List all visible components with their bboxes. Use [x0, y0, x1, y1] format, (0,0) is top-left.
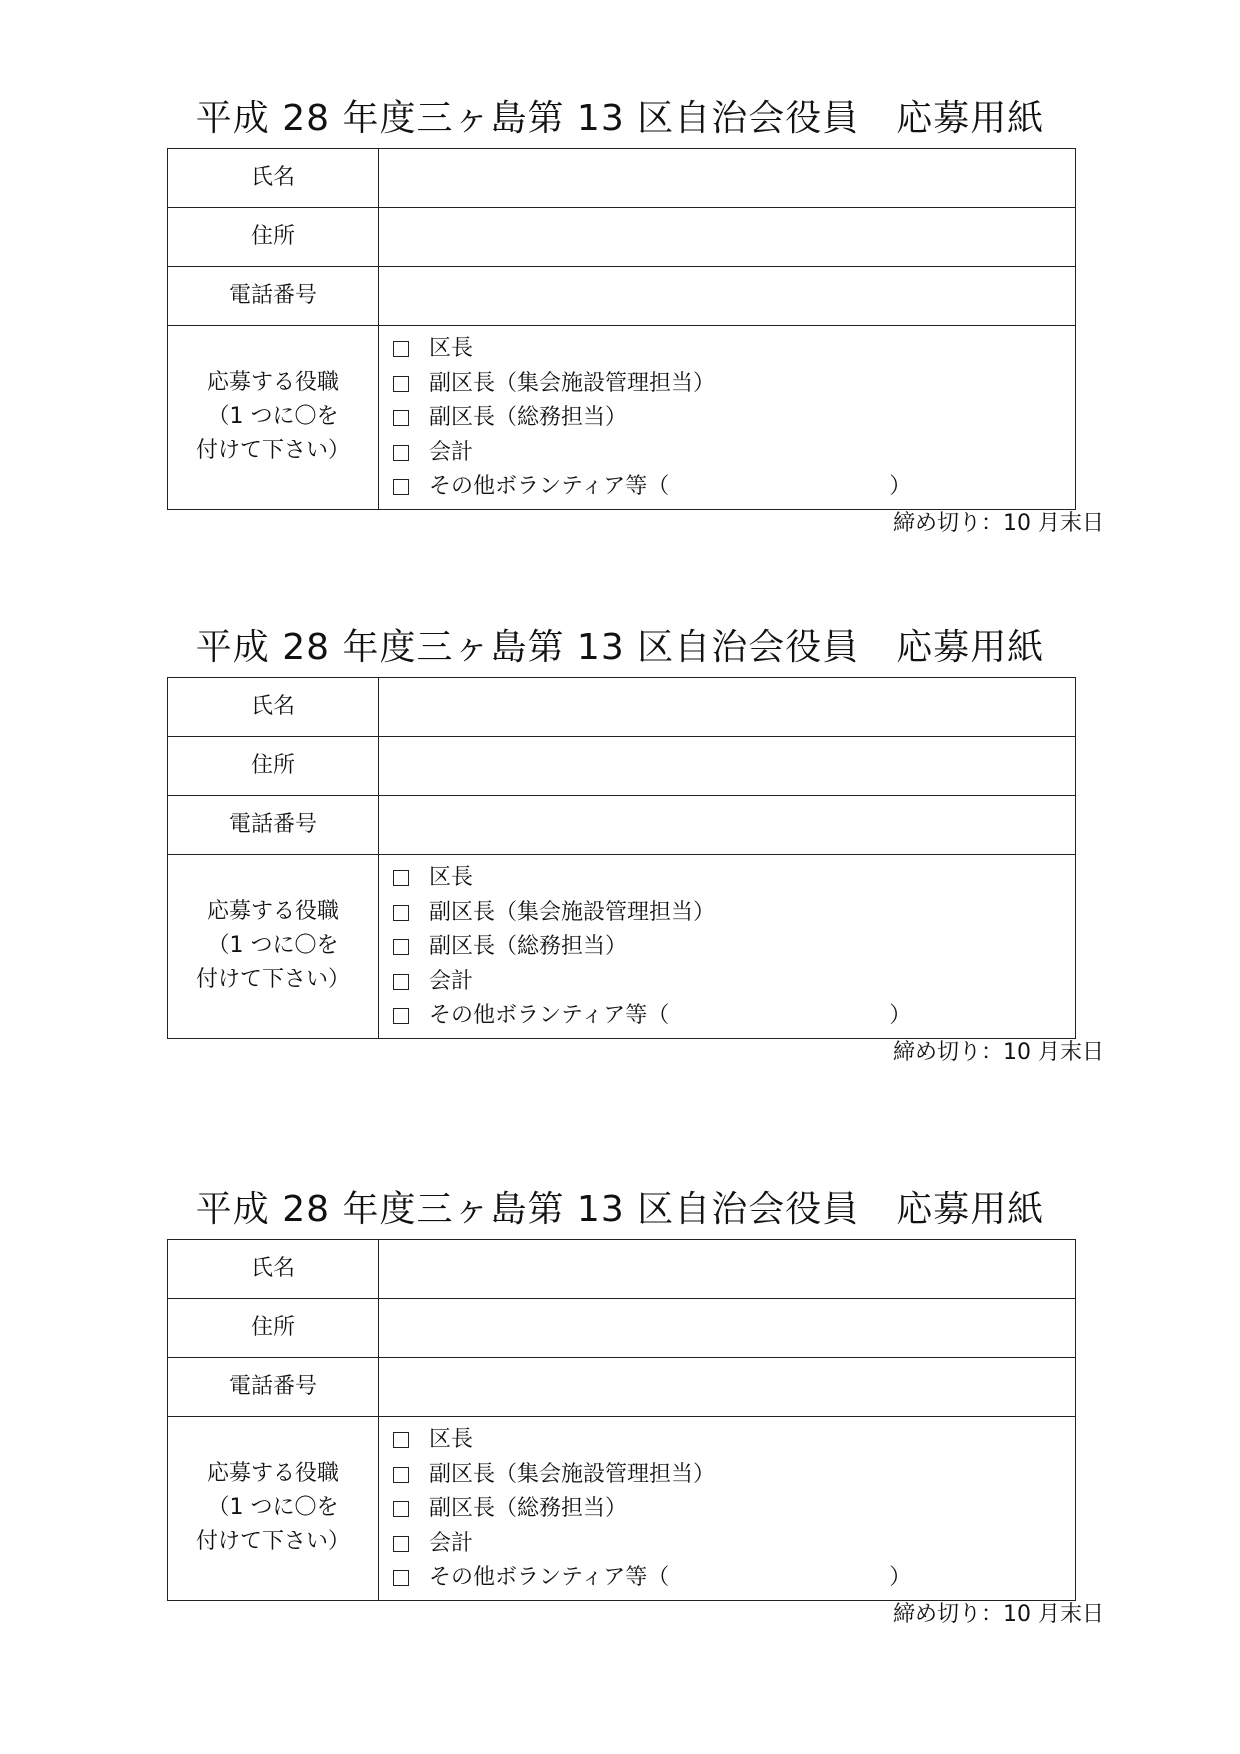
option-other-volunteer[interactable]	[393, 1561, 1075, 1596]
option-vice-chief-general[interactable]	[393, 1492, 1075, 1527]
form-title: 平成 28 年度三ヶ島第 13 区自治会役員 応募用紙	[195, 627, 1045, 668]
role-row	[168, 326, 1076, 510]
option-label: 会計	[429, 1530, 474, 1556]
role-label-line3: 付けて下さい）	[195, 967, 350, 993]
role-label	[168, 326, 379, 510]
phone-field[interactable]	[379, 796, 1076, 855]
checkbox-icon[interactable]	[393, 410, 409, 426]
option-label: 区長	[429, 336, 474, 361]
address-field[interactable]	[379, 208, 1076, 267]
role-label-line3: 付けて下さい）	[195, 438, 350, 464]
address-row	[168, 737, 1076, 796]
option-label: その他ボランティア等（	[429, 474, 670, 499]
role-row	[168, 1417, 1076, 1601]
option-ward-chief[interactable]	[393, 1423, 1075, 1458]
phone-label: 電話番号	[168, 796, 379, 855]
option-label: 区長	[429, 1427, 474, 1452]
role-options	[379, 1417, 1075, 1600]
role-options-cell	[379, 855, 1076, 1039]
checkbox-icon[interactable]	[393, 1570, 409, 1586]
name-field[interactable]	[379, 678, 1076, 737]
option-label: 区長	[429, 865, 474, 890]
role-label-line1: 応募する役職	[206, 370, 339, 396]
option-close-paren: ）	[889, 474, 912, 499]
option-label: 副区長（集会施設管理担当）	[429, 1461, 716, 1487]
option-label: 副区長（総務担当）	[429, 1496, 628, 1521]
checkbox-icon[interactable]	[393, 1536, 409, 1552]
address-field[interactable]	[379, 737, 1076, 796]
checkbox-icon[interactable]	[393, 939, 409, 955]
deadline-note: 締め切り：10 月末日	[893, 1040, 1104, 1065]
deadline-note: 締め切り：10 月末日	[893, 1602, 1104, 1627]
role-label	[168, 1417, 379, 1601]
checkbox-icon[interactable]	[393, 445, 409, 461]
option-label: 副区長（集会施設管理担当）	[429, 370, 716, 396]
option-label: その他ボランティア等（	[429, 1003, 670, 1028]
name-label: 氏名	[168, 678, 379, 737]
phone-label: 電話番号	[168, 267, 379, 326]
form-title: 平成 28 年度三ヶ島第 13 区自治会役員 応募用紙	[195, 98, 1045, 139]
phone-row	[168, 1358, 1076, 1417]
address-field[interactable]	[379, 1299, 1076, 1358]
role-label	[168, 855, 379, 1039]
role-label-line2: （1 つに〇を	[207, 933, 339, 959]
form-table	[167, 677, 1076, 1039]
phone-field[interactable]	[379, 1358, 1076, 1417]
phone-field[interactable]	[379, 267, 1076, 326]
phone-label: 電話番号	[168, 1358, 379, 1417]
checkbox-icon[interactable]	[393, 870, 409, 886]
role-label-line1: 応募する役職	[206, 899, 339, 925]
option-close-paren: ）	[889, 1003, 912, 1028]
option-treasurer[interactable]	[393, 436, 1075, 471]
checkbox-icon[interactable]	[393, 1501, 409, 1517]
address-row	[168, 1299, 1076, 1358]
checkbox-icon[interactable]	[393, 1008, 409, 1024]
option-close-paren: ）	[889, 1565, 912, 1590]
option-vice-chief-facility[interactable]	[393, 367, 1075, 402]
option-ward-chief[interactable]	[393, 332, 1075, 367]
checkbox-icon[interactable]	[393, 341, 409, 357]
name-label: 氏名	[168, 149, 379, 208]
option-label: 会計	[429, 968, 474, 994]
option-vice-chief-facility[interactable]	[393, 1458, 1075, 1493]
name-field[interactable]	[379, 1240, 1076, 1299]
role-label-line3: 付けて下さい）	[195, 1529, 350, 1555]
address-label: 住所	[168, 208, 379, 267]
address-label: 住所	[168, 1299, 379, 1358]
phone-row	[168, 796, 1076, 855]
option-other-volunteer[interactable]	[393, 999, 1075, 1034]
role-options-cell	[379, 1417, 1076, 1601]
option-label: 副区長（集会施設管理担当）	[429, 899, 716, 925]
option-vice-chief-general[interactable]	[393, 401, 1075, 436]
option-label: その他ボランティア等（	[429, 1565, 670, 1590]
deadline-note: 締め切り：10 月末日	[893, 511, 1104, 536]
role-options-cell	[379, 326, 1076, 510]
option-label: 会計	[429, 439, 474, 465]
name-row	[168, 1240, 1076, 1299]
option-label: 副区長（総務担当）	[429, 405, 628, 430]
name-row	[168, 149, 1076, 208]
form-table	[167, 1239, 1076, 1601]
role-label-line2: （1 つに〇を	[207, 404, 339, 430]
phone-row	[168, 267, 1076, 326]
form-title: 平成 28 年度三ヶ島第 13 区自治会役員 応募用紙	[195, 1189, 1045, 1230]
address-label: 住所	[168, 737, 379, 796]
checkbox-icon[interactable]	[393, 1432, 409, 1448]
role-label-line1: 応募する役職	[206, 1461, 339, 1487]
checkbox-icon[interactable]	[393, 1467, 409, 1483]
option-label: 副区長（総務担当）	[429, 934, 628, 959]
option-treasurer[interactable]	[393, 1527, 1075, 1562]
name-row	[168, 678, 1076, 737]
checkbox-icon[interactable]	[393, 905, 409, 921]
checkbox-icon[interactable]	[393, 479, 409, 495]
role-options	[379, 855, 1075, 1038]
role-options	[379, 326, 1075, 509]
address-row	[168, 208, 1076, 267]
option-treasurer[interactable]	[393, 965, 1075, 1000]
option-other-volunteer[interactable]	[393, 470, 1075, 505]
name-field[interactable]	[379, 149, 1076, 208]
option-ward-chief[interactable]	[393, 861, 1075, 896]
option-vice-chief-facility[interactable]	[393, 896, 1075, 931]
form-table	[167, 148, 1076, 510]
option-vice-chief-general[interactable]	[393, 930, 1075, 965]
checkbox-icon[interactable]	[393, 974, 409, 990]
role-row	[168, 855, 1076, 1039]
checkbox-icon[interactable]	[393, 376, 409, 392]
role-label-line2: （1 つに〇を	[207, 1495, 339, 1521]
name-label: 氏名	[168, 1240, 379, 1299]
